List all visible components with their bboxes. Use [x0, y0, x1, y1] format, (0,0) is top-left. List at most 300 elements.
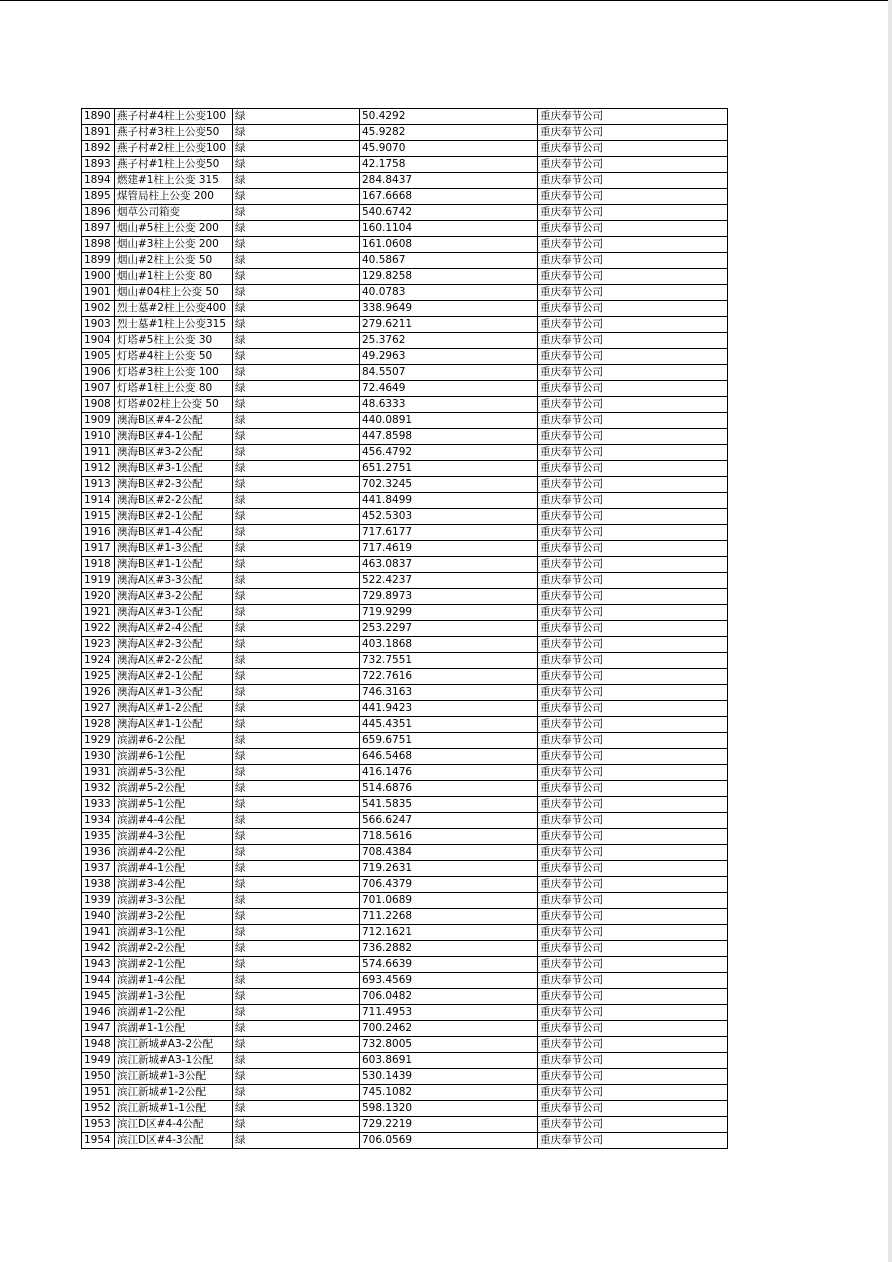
value-cell: 284.8437 [360, 173, 538, 189]
status-cell: 绿 [233, 333, 360, 349]
company-cell: 重庆奉节公司 [538, 749, 728, 765]
company-cell: 重庆奉节公司 [538, 397, 728, 413]
status-cell: 绿 [233, 669, 360, 685]
row-index-cell: 1898 [82, 237, 115, 253]
status-cell: 绿 [233, 717, 360, 733]
company-cell: 重庆奉节公司 [538, 381, 728, 397]
table-row [82, 333, 728, 349]
status-cell: 绿 [233, 461, 360, 477]
company-cell: 重庆奉节公司 [538, 237, 728, 253]
substation-name-cell: 澳海B区#1-1公配 [115, 557, 233, 573]
status-cell: 绿 [233, 589, 360, 605]
company-cell: 重庆奉节公司 [538, 1133, 728, 1149]
table-row [82, 141, 728, 157]
row-index-cell: 1891 [82, 125, 115, 141]
row-index-cell: 1928 [82, 717, 115, 733]
company-cell: 重庆奉节公司 [538, 781, 728, 797]
company-cell: 重庆奉节公司 [538, 269, 728, 285]
row-index-cell: 1945 [82, 989, 115, 1005]
row-index-cell: 1933 [82, 797, 115, 813]
status-cell: 绿 [233, 1085, 360, 1101]
company-cell: 重庆奉节公司 [538, 877, 728, 893]
table-row [82, 877, 728, 893]
status-cell: 绿 [233, 317, 360, 333]
table-row [82, 317, 728, 333]
row-index-cell: 1909 [82, 413, 115, 429]
table-row [82, 349, 728, 365]
substation-name-cell: 燕子村#1柱上公变50 [115, 157, 233, 173]
status-cell: 绿 [233, 541, 360, 557]
value-cell: 708.4384 [360, 845, 538, 861]
substation-name-cell: 澳海A区#2-3公配 [115, 637, 233, 653]
table-row [82, 1053, 728, 1069]
substation-name-cell: 滨湖#6-2公配 [115, 733, 233, 749]
value-cell: 722.7616 [360, 669, 538, 685]
company-cell: 重庆奉节公司 [538, 493, 728, 509]
status-cell: 绿 [233, 829, 360, 845]
substation-name-cell: 澳海A区#1-1公配 [115, 717, 233, 733]
status-cell: 绿 [233, 525, 360, 541]
row-index-cell: 1914 [82, 493, 115, 509]
status-cell: 绿 [233, 637, 360, 653]
value-cell: 646.5468 [360, 749, 538, 765]
table-row [82, 1085, 728, 1101]
status-cell: 绿 [233, 1037, 360, 1053]
value-cell: 440.0891 [360, 413, 538, 429]
table-row [82, 381, 728, 397]
status-cell: 绿 [233, 1101, 360, 1117]
table-row [82, 1133, 728, 1149]
company-cell: 重庆奉节公司 [538, 413, 728, 429]
row-index-cell: 1922 [82, 621, 115, 637]
value-cell: 706.0482 [360, 989, 538, 1005]
substation-name-cell: 滨湖#1-4公配 [115, 973, 233, 989]
table-row [82, 909, 728, 925]
row-index-cell: 1895 [82, 189, 115, 205]
value-cell: 700.2462 [360, 1021, 538, 1037]
table-row [82, 957, 728, 973]
table-row [82, 397, 728, 413]
substation-name-cell: 澳海B区#1-4公配 [115, 525, 233, 541]
company-cell: 重庆奉节公司 [538, 1069, 728, 1085]
table-row [82, 653, 728, 669]
value-cell: 441.9423 [360, 701, 538, 717]
table-row [82, 893, 728, 909]
company-cell: 重庆奉节公司 [538, 461, 728, 477]
status-cell: 绿 [233, 221, 360, 237]
status-cell: 绿 [233, 349, 360, 365]
table-row [82, 797, 728, 813]
substation-name-cell: 滨湖#2-2公配 [115, 941, 233, 957]
table-row [82, 1037, 728, 1053]
table-row [82, 845, 728, 861]
status-cell: 绿 [233, 173, 360, 189]
company-cell: 重庆奉节公司 [538, 429, 728, 445]
company-cell: 重庆奉节公司 [538, 173, 728, 189]
substation-name-cell: 燃建#1柱上公变 315 [115, 173, 233, 189]
substation-name-cell: 灯塔#3柱上公变 100 [115, 365, 233, 381]
row-index-cell: 1923 [82, 637, 115, 653]
value-cell: 746.3163 [360, 685, 538, 701]
status-cell: 绿 [233, 765, 360, 781]
substation-name-cell: 澳海B区#3-2公配 [115, 445, 233, 461]
row-index-cell: 1944 [82, 973, 115, 989]
row-index-cell: 1913 [82, 477, 115, 493]
substation-name-cell: 烟山#5柱上公变 200 [115, 221, 233, 237]
table-row [82, 461, 728, 477]
company-cell: 重庆奉节公司 [538, 1085, 728, 1101]
company-cell: 重庆奉节公司 [538, 701, 728, 717]
company-cell: 重庆奉节公司 [538, 301, 728, 317]
status-cell: 绿 [233, 205, 360, 221]
value-cell: 717.4619 [360, 541, 538, 557]
substation-name-cell: 澳海B区#2-1公配 [115, 509, 233, 525]
substation-name-cell: 灯塔#1柱上公变 80 [115, 381, 233, 397]
value-cell: 403.1868 [360, 637, 538, 653]
table-row [82, 1101, 728, 1117]
substation-name-cell: 澳海A区#2-2公配 [115, 653, 233, 669]
substation-name-cell: 滨江新城#1-1公配 [115, 1101, 233, 1117]
status-cell: 绿 [233, 109, 360, 125]
row-index-cell: 1949 [82, 1053, 115, 1069]
value-cell: 84.5507 [360, 365, 538, 381]
value-cell: 447.8598 [360, 429, 538, 445]
status-cell: 绿 [233, 845, 360, 861]
status-cell: 绿 [233, 157, 360, 173]
company-cell: 重庆奉节公司 [538, 797, 728, 813]
company-cell: 重庆奉节公司 [538, 893, 728, 909]
status-cell: 绿 [233, 1069, 360, 1085]
row-index-cell: 1929 [82, 733, 115, 749]
row-index-cell: 1919 [82, 573, 115, 589]
row-index-cell: 1903 [82, 317, 115, 333]
status-cell: 绿 [233, 749, 360, 765]
value-cell: 729.2219 [360, 1117, 538, 1133]
company-cell: 重庆奉节公司 [538, 525, 728, 541]
substation-name-cell: 烟山#1柱上公变 80 [115, 269, 233, 285]
table-row [82, 813, 728, 829]
substation-name-cell: 滨湖#4-1公配 [115, 861, 233, 877]
substation-name-cell: 滨江新城#1-2公配 [115, 1085, 233, 1101]
substation-name-cell: 滨湖#4-2公配 [115, 845, 233, 861]
company-cell: 重庆奉节公司 [538, 205, 728, 221]
substation-name-cell: 灯塔#5柱上公变 30 [115, 333, 233, 349]
table-row [82, 1021, 728, 1037]
status-cell: 绿 [233, 1133, 360, 1149]
value-cell: 441.8499 [360, 493, 538, 509]
table-row [82, 253, 728, 269]
company-cell: 重庆奉节公司 [538, 253, 728, 269]
table-row [82, 221, 728, 237]
table-row [82, 477, 728, 493]
value-cell: 706.0569 [360, 1133, 538, 1149]
status-cell: 绿 [233, 621, 360, 637]
table-row [82, 509, 728, 525]
status-cell: 绿 [233, 141, 360, 157]
row-index-cell: 1934 [82, 813, 115, 829]
row-index-cell: 1938 [82, 877, 115, 893]
company-cell: 重庆奉节公司 [538, 957, 728, 973]
table-row [82, 925, 728, 941]
value-cell: 456.4792 [360, 445, 538, 461]
row-index-cell: 1917 [82, 541, 115, 557]
table-row [82, 525, 728, 541]
row-index-cell: 1940 [82, 909, 115, 925]
company-cell: 重庆奉节公司 [538, 909, 728, 925]
substation-name-cell: 滨江D区#4-4公配 [115, 1117, 233, 1133]
status-cell: 绿 [233, 445, 360, 461]
substation-name-cell: 澳海A区#1-3公配 [115, 685, 233, 701]
status-cell: 绿 [233, 733, 360, 749]
value-cell: 452.5303 [360, 509, 538, 525]
status-cell: 绿 [233, 925, 360, 941]
value-cell: 530.1439 [360, 1069, 538, 1085]
table-row [82, 941, 728, 957]
value-cell: 603.8691 [360, 1053, 538, 1069]
status-cell: 绿 [233, 877, 360, 893]
company-cell: 重庆奉节公司 [538, 669, 728, 685]
substation-name-cell: 澳海A区#3-1公配 [115, 605, 233, 621]
value-cell: 253.2297 [360, 621, 538, 637]
value-cell: 160.1104 [360, 221, 538, 237]
value-cell: 717.6177 [360, 525, 538, 541]
row-index-cell: 1926 [82, 685, 115, 701]
row-index-cell: 1941 [82, 925, 115, 941]
row-index-cell: 1899 [82, 253, 115, 269]
company-cell: 重庆奉节公司 [538, 733, 728, 749]
value-cell: 45.9282 [360, 125, 538, 141]
substation-name-cell: 澳海B区#3-1公配 [115, 461, 233, 477]
company-cell: 重庆奉节公司 [538, 557, 728, 573]
table-row [82, 365, 728, 381]
substation-name-cell: 澳海A区#2-1公配 [115, 669, 233, 685]
company-cell: 重庆奉节公司 [538, 861, 728, 877]
value-cell: 541.5835 [360, 797, 538, 813]
row-index-cell: 1900 [82, 269, 115, 285]
value-cell: 651.2751 [360, 461, 538, 477]
table-row [82, 429, 728, 445]
substation-name-cell: 滨江新城#1-3公配 [115, 1069, 233, 1085]
table-row [82, 237, 728, 253]
table-row [82, 781, 728, 797]
company-cell: 重庆奉节公司 [538, 941, 728, 957]
company-cell: 重庆奉节公司 [538, 653, 728, 669]
row-index-cell: 1910 [82, 429, 115, 445]
value-cell: 732.8005 [360, 1037, 538, 1053]
value-cell: 711.2268 [360, 909, 538, 925]
row-index-cell: 1904 [82, 333, 115, 349]
company-cell: 重庆奉节公司 [538, 349, 728, 365]
table-row [82, 669, 728, 685]
substation-name-cell: 烈士墓#2柱上公变400 [115, 301, 233, 317]
company-cell: 重庆奉节公司 [538, 477, 728, 493]
value-cell: 49.2963 [360, 349, 538, 365]
company-cell: 重庆奉节公司 [538, 509, 728, 525]
company-cell: 重庆奉节公司 [538, 1037, 728, 1053]
status-cell: 绿 [233, 397, 360, 413]
substation-name-cell: 滨湖#1-1公配 [115, 1021, 233, 1037]
substation-name-cell: 燕子村#2柱上公变100 [115, 141, 233, 157]
company-cell: 重庆奉节公司 [538, 221, 728, 237]
value-cell: 574.6639 [360, 957, 538, 973]
table-row [82, 989, 728, 1005]
table-row [82, 125, 728, 141]
row-index-cell: 1918 [82, 557, 115, 573]
row-index-cell: 1901 [82, 285, 115, 301]
substation-name-cell: 滨湖#3-1公配 [115, 925, 233, 941]
row-index-cell: 1936 [82, 845, 115, 861]
table-row [82, 1117, 728, 1133]
value-cell: 161.0608 [360, 237, 538, 253]
substation-name-cell: 灯塔#4柱上公变 50 [115, 349, 233, 365]
value-cell: 745.1082 [360, 1085, 538, 1101]
table-row [82, 861, 728, 877]
row-index-cell: 1953 [82, 1117, 115, 1133]
table-row [82, 1069, 728, 1085]
status-cell: 绿 [233, 813, 360, 829]
company-cell: 重庆奉节公司 [538, 637, 728, 653]
status-cell: 绿 [233, 493, 360, 509]
status-cell: 绿 [233, 909, 360, 925]
company-cell: 重庆奉节公司 [538, 845, 728, 861]
substation-name-cell: 澳海B区#2-2公配 [115, 493, 233, 509]
table-row [82, 285, 728, 301]
status-cell: 绿 [233, 1005, 360, 1021]
table-row [82, 749, 728, 765]
status-cell: 绿 [233, 429, 360, 445]
substation-name-cell: 滨湖#1-2公配 [115, 1005, 233, 1021]
table-row [82, 1005, 728, 1021]
row-index-cell: 1902 [82, 301, 115, 317]
value-cell: 416.1476 [360, 765, 538, 781]
status-cell: 绿 [233, 973, 360, 989]
status-cell: 绿 [233, 477, 360, 493]
company-cell: 重庆奉节公司 [538, 925, 728, 941]
table-row [82, 541, 728, 557]
company-cell: 重庆奉节公司 [538, 333, 728, 349]
status-cell: 绿 [233, 861, 360, 877]
company-cell: 重庆奉节公司 [538, 765, 728, 781]
status-cell: 绿 [233, 301, 360, 317]
substation-name-cell: 滨湖#5-2公配 [115, 781, 233, 797]
substation-name-cell: 滨湖#5-1公配 [115, 797, 233, 813]
row-index-cell: 1931 [82, 765, 115, 781]
table-row [82, 765, 728, 781]
row-index-cell: 1893 [82, 157, 115, 173]
company-cell: 重庆奉节公司 [538, 141, 728, 157]
row-index-cell: 1954 [82, 1133, 115, 1149]
value-cell: 719.9299 [360, 605, 538, 621]
value-cell: 279.6211 [360, 317, 538, 333]
status-cell: 绿 [233, 957, 360, 973]
row-index-cell: 1950 [82, 1069, 115, 1085]
table-row [82, 301, 728, 317]
table-row [82, 109, 728, 125]
value-cell: 45.9070 [360, 141, 538, 157]
data-table [81, 108, 728, 1149]
status-cell: 绿 [233, 557, 360, 573]
substation-name-cell: 烟草公司箱变 [115, 205, 233, 221]
value-cell: 129.8258 [360, 269, 538, 285]
table-row [82, 493, 728, 509]
substation-name-cell: 烈士墓#1柱上公变315 [115, 317, 233, 333]
company-cell: 重庆奉节公司 [538, 989, 728, 1005]
company-cell: 重庆奉节公司 [538, 605, 728, 621]
status-cell: 绿 [233, 653, 360, 669]
table-row [82, 717, 728, 733]
value-cell: 72.4649 [360, 381, 538, 397]
company-cell: 重庆奉节公司 [538, 541, 728, 557]
substation-name-cell: 烟山#2柱上公变 50 [115, 253, 233, 269]
table-row [82, 189, 728, 205]
status-cell: 绿 [233, 781, 360, 797]
row-index-cell: 1920 [82, 589, 115, 605]
value-cell: 702.3245 [360, 477, 538, 493]
row-index-cell: 1892 [82, 141, 115, 157]
substation-name-cell: 滨湖#4-3公配 [115, 829, 233, 845]
substation-name-cell: 澳海B区#2-3公配 [115, 477, 233, 493]
value-cell: 719.2631 [360, 861, 538, 877]
company-cell: 重庆奉节公司 [538, 189, 728, 205]
status-cell: 绿 [233, 413, 360, 429]
value-cell: 48.6333 [360, 397, 538, 413]
value-cell: 50.4292 [360, 109, 538, 125]
row-index-cell: 1915 [82, 509, 115, 525]
value-cell: 712.1621 [360, 925, 538, 941]
table-row [82, 973, 728, 989]
status-cell: 绿 [233, 365, 360, 381]
substation-name-cell: 澳海B区#1-3公配 [115, 541, 233, 557]
company-cell: 重庆奉节公司 [538, 1005, 728, 1021]
table-row [82, 445, 728, 461]
substation-name-cell: 滨湖#2-1公配 [115, 957, 233, 973]
status-cell: 绿 [233, 941, 360, 957]
company-cell: 重庆奉节公司 [538, 109, 728, 125]
value-cell: 167.6668 [360, 189, 538, 205]
table-row [82, 685, 728, 701]
company-cell: 重庆奉节公司 [538, 1021, 728, 1037]
status-cell: 绿 [233, 269, 360, 285]
row-index-cell: 1948 [82, 1037, 115, 1053]
substation-name-cell: 澳海A区#1-2公配 [115, 701, 233, 717]
row-index-cell: 1927 [82, 701, 115, 717]
substation-name-cell: 滨湖#3-4公配 [115, 877, 233, 893]
value-cell: 732.7551 [360, 653, 538, 669]
table-row [82, 269, 728, 285]
company-cell: 重庆奉节公司 [538, 589, 728, 605]
substation-name-cell: 烟山#04柱上公变 50 [115, 285, 233, 301]
row-index-cell: 1937 [82, 861, 115, 877]
page-top-rule [0, 0, 892, 1]
row-index-cell: 1907 [82, 381, 115, 397]
status-cell: 绿 [233, 381, 360, 397]
company-cell: 重庆奉节公司 [538, 1117, 728, 1133]
company-cell: 重庆奉节公司 [538, 1053, 728, 1069]
table-row [82, 173, 728, 189]
row-index-cell: 1951 [82, 1085, 115, 1101]
row-index-cell: 1943 [82, 957, 115, 973]
row-index-cell: 1908 [82, 397, 115, 413]
value-cell: 598.1320 [360, 1101, 538, 1117]
company-cell: 重庆奉节公司 [538, 813, 728, 829]
value-cell: 463.0837 [360, 557, 538, 573]
row-index-cell: 1894 [82, 173, 115, 189]
value-cell: 693.4569 [360, 973, 538, 989]
table-body [82, 109, 728, 1149]
value-cell: 701.0689 [360, 893, 538, 909]
company-cell: 重庆奉节公司 [538, 829, 728, 845]
row-index-cell: 1905 [82, 349, 115, 365]
